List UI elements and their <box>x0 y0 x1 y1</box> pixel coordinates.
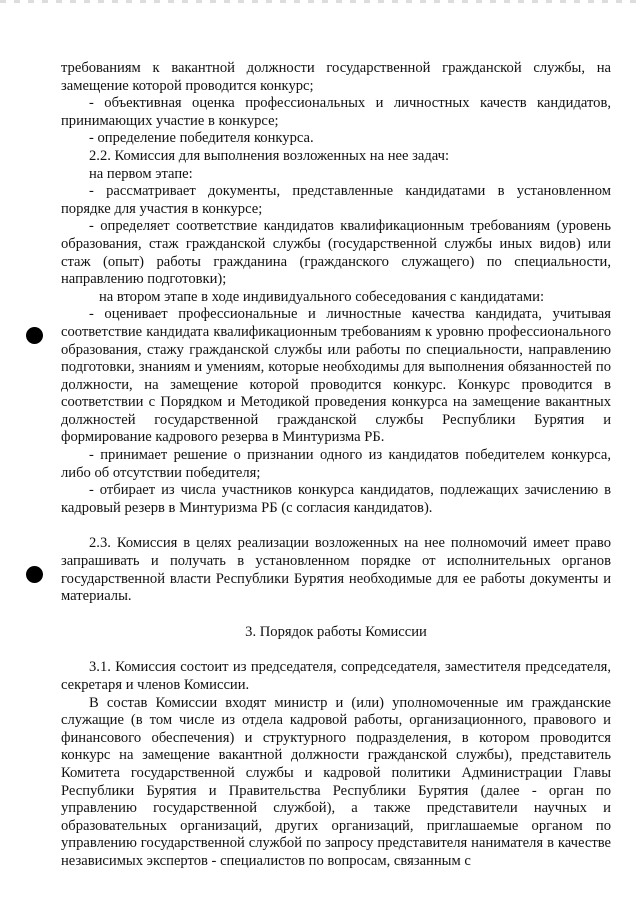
page-top-edge <box>0 0 640 3</box>
paragraph: требованиям к вакантной должности государственной гражданской службы, на замещение которой проводится конкурс; <box>61 60 611 94</box>
paragraph: 2.2. Комиссия для выполнения возложенных на нее задач: <box>89 147 450 164</box>
paragraph: на втором этапе в ходе индивидуального собеседования с кандидатами: <box>99 288 545 305</box>
paragraph-spacer <box>61 641 611 659</box>
paragraph-spacer <box>61 606 611 624</box>
paragraph: - объективная оценка профессиональных и личностных качеств кандидатов, принимающих участие в конкурсе; <box>61 95 611 129</box>
section-heading: 3. Порядок работы Комиссии <box>245 623 427 640</box>
paragraph: 3.1. Комиссия состоит из председателя, сопредседателя, заместителя председателя, секретаря и членов Комиссии. <box>61 659 611 693</box>
paragraph: - определение победителя конкурса. <box>89 130 314 147</box>
punch-hole-bottom <box>26 566 43 583</box>
paragraph: - отбирает из числа участников конкурса кандидатов, подлежащих зачислению в кадровый резерв в Минтуризма РБ (с согласия кандидатов). <box>61 482 611 516</box>
paragraph-spacer <box>61 517 611 535</box>
paragraph: - определяет соответствие кандидатов квалификационным требованиям (уровень образования, стаж гражданской службы (государственной службы иных видов) или стаж (опыт) работы гражданина (гражданского служащего) по специальности, направлению подготовки); <box>61 218 611 288</box>
paragraph: 2.3. Комиссия в целях реализации возложенных на нее полномочий имеет право запрашивать и получать в установленном порядке от исполнительных органов государственной власти Республики Бурятия необходимые для ее работы документы и материалы. <box>61 535 611 605</box>
paragraph: - оценивает профессиональные и личностные качества кандидата, учитывая соответствие кандидата квалификационным требованиям к уровню профессионального образования, стажу гражданской службы или работы по специальности, направлению подготовки, знаниям и умениям, которые необходимы для выполнения обязанностей по должности, на замещение которой проводится конкурс. Конкурс проводится в соответствии с Порядком и Методикой проведения конкурса на замещение вакантных должностей государственной гражданской службы Республики Бурятия и формирование кадрового резерва в Минтуризма РБ. <box>61 306 611 446</box>
paragraph: - принимает решение о признании одного из кандидатов победителем конкурса, либо об отсутствии победителя; <box>61 447 611 481</box>
paragraph: В состав Комиссии входят министр и (или) уполномоченные им гражданские служащие (в том числе из отдела кадровой работы, организационного, правового и финансового обеспечения) и структурного подразделения, в котором проводится конкурс на замещение вакантной должности гражданской службы), представитель Комитета государственной службы и кадровой политики Администрации Главы Республики Бурятия и Правительства Республики Бурятия (далее - орган по управлению государственной службой), а также представители научных и образовательных организаций, других организаций, приглашаемые органом по управлению государственной службой по запросу представителя нанимателя в качестве независимых экспертов - специалистов по вопросам, связанным с <box>61 694 611 869</box>
paragraph: - рассматривает документы, представленные кандидатами в установленном порядке для участия в конкурсе; <box>61 183 611 217</box>
document-page <box>61 60 611 871</box>
punch-hole-top <box>26 327 43 344</box>
paragraph: на первом этапе: <box>89 165 193 182</box>
